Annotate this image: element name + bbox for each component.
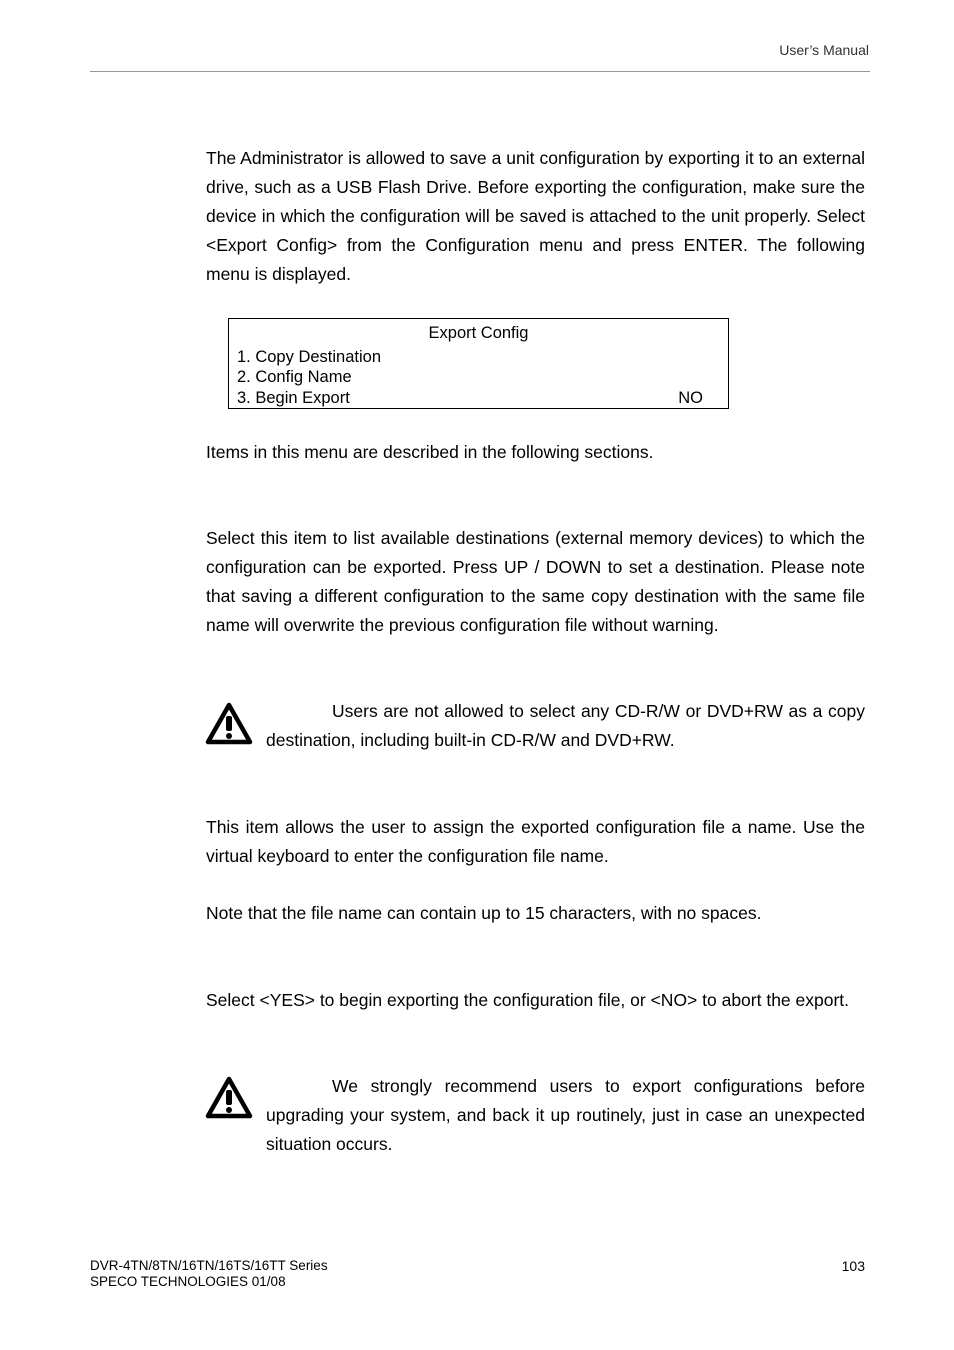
footer-info bbox=[90, 1258, 328, 1290]
menu-item-config-name: 2. Config Name bbox=[237, 368, 352, 386]
warning-icon bbox=[205, 702, 253, 746]
note-export-recommendation-text: We strongly recommend users to export configurations before upgrading your system, and back it up routinely, just in case an unexpected situation occurs. bbox=[266, 1076, 865, 1154]
begin-export-paragraph: Select <YES> to begin exporting the configuration file, or <NO> to abort the export. bbox=[206, 990, 850, 1010]
menu-item-begin-export-value: NO bbox=[678, 389, 703, 407]
intro-paragraph: The Administrator is allowed to save a unit configuration by exporting it to an external drive, such as a USB Flash Drive. Before exporting the configuration, make sure the device in which the configuration will be saved is attached to the unit properly. Select <Export Config> from the Configuration menu and press ENTER. The following menu is displayed. bbox=[206, 148, 865, 284]
header-divider bbox=[90, 71, 870, 72]
note-copy-destination-text: Users are not allowed to select any CD-R/W or DVD+RW as a copy destination, including built-in CD-R/W and DVD+RW. bbox=[266, 701, 865, 750]
menu-item-copy-destination: 1. Copy Destination bbox=[237, 348, 381, 366]
config-name-paragraph: This item allows the user to assign the exported configuration file a name. Use the virtual keyboard to enter the configuration file name. bbox=[206, 817, 865, 866]
warning-icon bbox=[205, 1076, 253, 1120]
footer-company: SPECO TECHNOLOGIES 01/08 bbox=[90, 1274, 286, 1289]
page-number: 103 bbox=[841, 1258, 865, 1274]
footer-series: DVR-4TN/8TN/16TN/16TS/16TT Series bbox=[90, 1258, 328, 1273]
menu-title: Export Config bbox=[428, 324, 529, 342]
config-name-note: Note that the file name can contain up to 15 characters, with no spaces. bbox=[206, 903, 762, 923]
menu-item-begin-export: 3. Begin Export bbox=[237, 389, 350, 407]
note-export-recommendation bbox=[266, 1072, 865, 1159]
note-copy-destination bbox=[266, 697, 865, 755]
export-config-menu bbox=[228, 318, 729, 409]
sections-intro: Items in this menu are described in the following sections. bbox=[206, 442, 654, 462]
copy-destination-paragraph: Select this item to list available destinations (external memory devices) to which the configuration can be exported. Press UP / DOWN to set a destination. Please note that saving a different configuration to the same copy destination with the same file name will overwrite the previous configuration file without warning. bbox=[206, 528, 865, 635]
running-header: User’s Manual bbox=[779, 42, 869, 58]
